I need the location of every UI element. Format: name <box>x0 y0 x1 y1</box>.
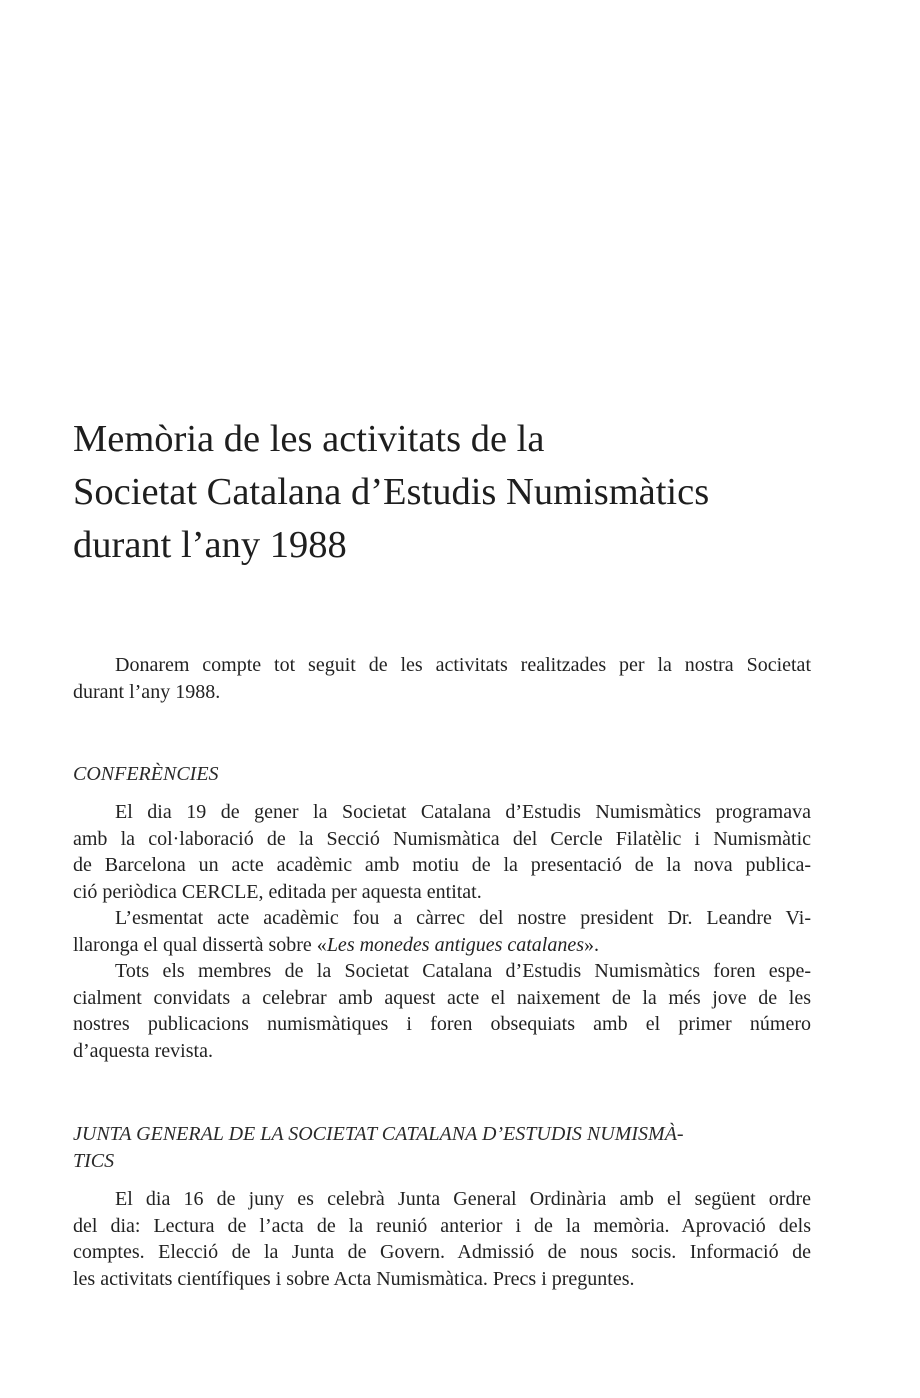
text-run: ». <box>584 933 599 956</box>
text-line: L’esmentat acte acadèmic fou a càrrec del nostre president Dr. Leandre Vi- <box>115 907 811 929</box>
conferencies-paragraph-2 <box>73 905 811 958</box>
title-line-1: Memòria de les activitats de la <box>73 418 545 460</box>
text-line: amb la col·laboració de la Secció Numismàtica del Cercle Filatèlic i Numismàtic <box>73 827 811 850</box>
text-line: El dia 19 de gener la Societat Catalana d’Estudis Numismàtics programava <box>115 801 811 823</box>
text-line: les activitats científiques i sobre Acta Numismàtica. Precs i preguntes. <box>73 1267 635 1290</box>
conferencies-paragraph-1 <box>73 799 811 905</box>
section-heading-junta-general <box>73 1121 811 1174</box>
text-line <box>73 932 811 959</box>
heading-line-1: JUNTA GENERAL DE LA SOCIETAT CATALANA D’ESTUDIS NUMISMÀ- <box>73 1123 684 1145</box>
text-line: de Barcelona un acte acadèmic amb motiu de la presentació de la nova publica- <box>73 854 811 876</box>
text-line: El dia 16 de juny es celebrà Junta General Ordinària amb el següent ordre <box>115 1188 811 1210</box>
text-line: del dia: Lectura de l’acta de la reunió anterior i de la memòria. Aprovació dels <box>73 1214 811 1237</box>
junta-paragraph-1 <box>73 1186 811 1292</box>
document-title <box>73 413 853 572</box>
title-line-2: Societat Catalana d’Estudis Numismàtics <box>73 471 710 513</box>
intro-line-2: durant l’any 1988. <box>73 680 221 703</box>
conferencies-paragraph-3 <box>73 958 811 1064</box>
text-line: cialment convidats a celebrar amb aquest acte el naixement de la més jove de les <box>73 986 811 1009</box>
text-line: nostres publicacions numismàtiques i foren obsequiats amb el primer número <box>73 1013 811 1035</box>
text-line: Tots els membres de la Societat Catalana d’Estudis Numismàtics foren espe- <box>115 960 811 982</box>
text-line: comptes. Elecció de la Junta de Govern. Admissió de nous socis. Informació de <box>73 1241 811 1263</box>
intro-paragraph <box>73 652 811 705</box>
text-line: ció periòdica CERCLE, editada per aquesta entitat. <box>73 880 482 903</box>
lecture-title: Les monedes antigues catalanes <box>326 933 584 956</box>
title-line-3: durant l’any 1988 <box>73 524 347 566</box>
text-line: d’aquesta revista. <box>73 1039 213 1062</box>
text-run: llaronga el qual dissertà sobre « <box>73 933 327 956</box>
heading-line-2: TICS <box>73 1149 115 1172</box>
intro-line-1: Donarem compte tot seguit de les activitats realitzades per la nostra Societat <box>115 654 811 676</box>
section-heading-conferencies: CONFERÈNCIES <box>73 763 219 785</box>
